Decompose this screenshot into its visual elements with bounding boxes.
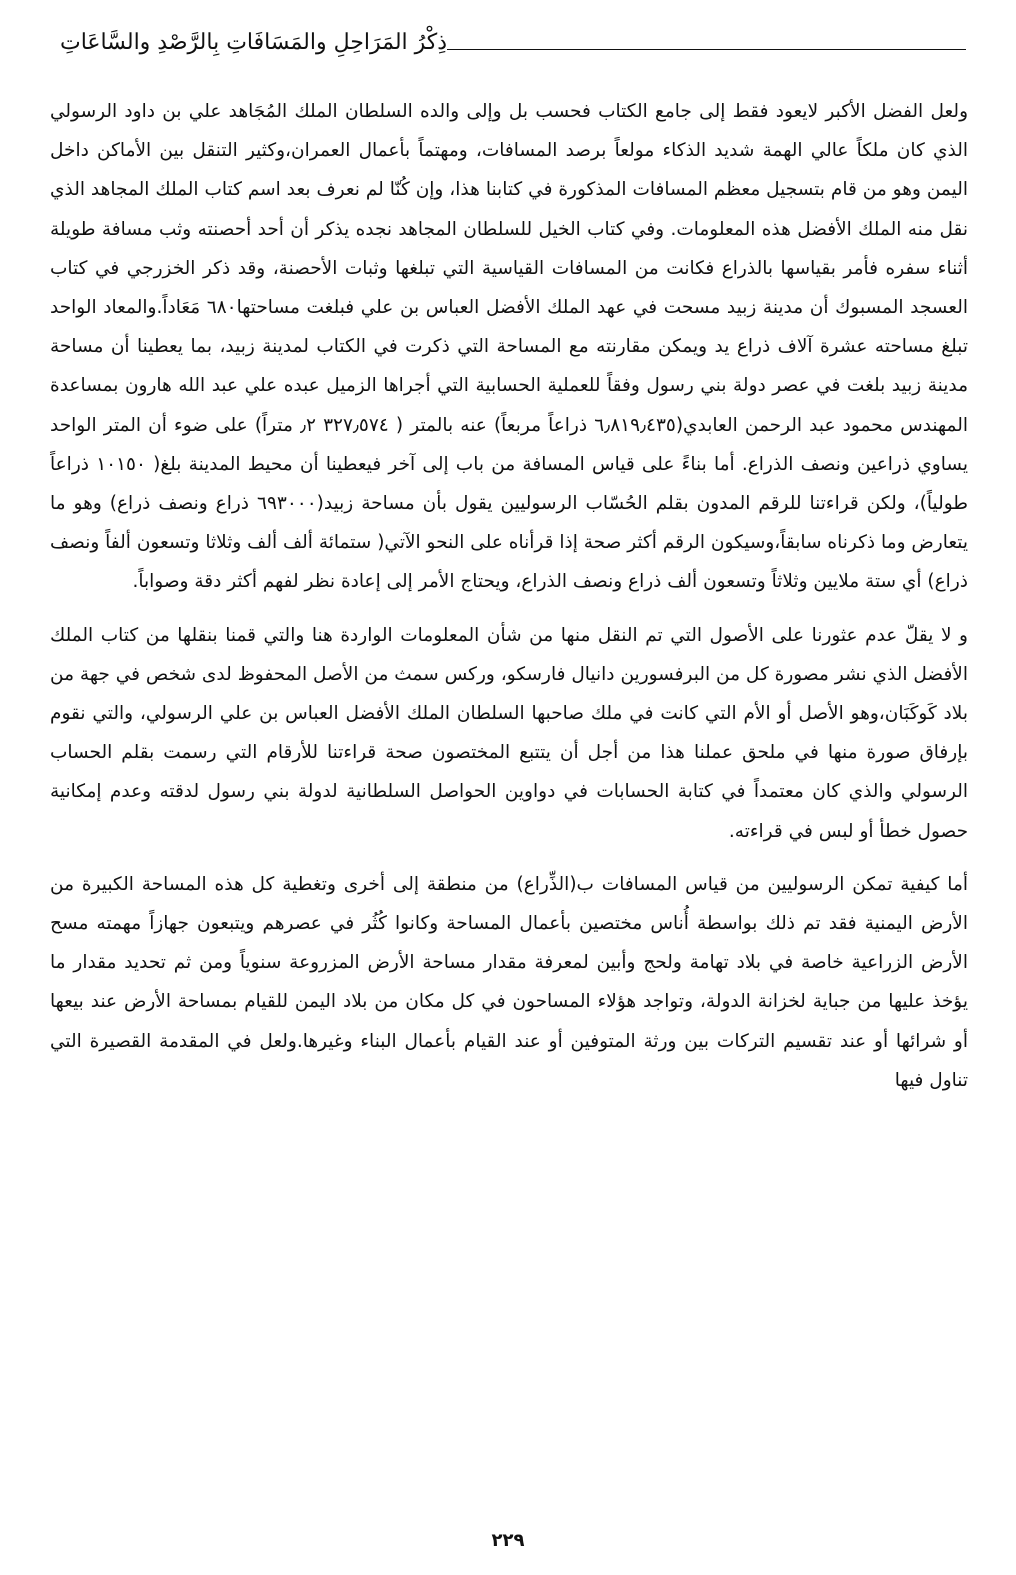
body-text bbox=[50, 92, 968, 1100]
page-number: ٢٢٩ bbox=[491, 1530, 525, 1551]
paragraph-3: أما كيفية تمكن الرسوليين من قياس المسافات ب(الذِّراع) من منطقة إلى أخرى وتغطية كل هذه المساحة الكبيرة من الأرض اليمنية فقد تم ذلك بواسطة أُناس مختصين بأعمال المساحة وكانوا كُثُر في عصرهم ويتبعون جهازاً مهمته مسح الأرض الزراعية خاصة في بلاد تهامة ولحج وأبين لمعرفة مقدار مساحة الأرض المزروعة سنوياً ومن ثم تحديد مقدار ما يؤخذ عليها من جباية لخزانة الدولة، وتواجد هؤلاء المساحون في كل مكان من بلاد اليمن للقيام بمساحة الأرض عند بيعها أو شرائها أو عند تقسيم التركات بين ورثة المتوفين أو عند القيام بأعمال البناء وغيرها.ولعل في المقدمة القصيرة التي تناول فيها bbox=[50, 873, 968, 1091]
running-header bbox=[50, 22, 966, 62]
paragraph-2: و لا يقلّ عدم عثورنا على الأصول التي تم النقل منها من شأن المعلومات الواردة هنا والتي قمنا بنقلها من كتاب الملك الأفضل الذي نشر مصورة كل من البرفسورين دانيال فارسكو، وركس سمث من الأصل المحفوظ لدى شخص في جهة من بلاد كَوكَبَان،وهو الأصل أو الأم التي كانت في ملك صاحبها السلطان الملك الأفضل العباس بن علي الرسولي، والتي نقوم بإرفاق صورة منها في ملحق عملنا هذا من أجل أن يتتبع المختصون صحة قراءتنا للأرقام التي رسمت بقلم الحساب الرسولي والذي كان معتمداً في كتابة الحسابات في دواوين الحواصل السلطانية لدولة بني رسول لدقته وعدم إمكانية حصول خطأ أو لبس في قراءته. bbox=[50, 624, 968, 842]
paragraph-1: ولعل الفضل الأكبر لايعود فقط إلى جامع الكتاب فحسب بل وإلى والده السلطان الملك المُجَاهد علي بن داود الرسولي الذي كان ملكاً عالي الهمة شديد الذكاء مولعاً برصد المسافات، ومهتماً بأعمال العمران،وكثير التنقل بين الأماكن داخل اليمن وهو من قام بتسجيل معظم المسافات المذكورة في كتابنا هذا، وإن كُنّا لم نعرف بعد اسم كتاب الملك المجاهد الذي نقل منه الملك الأفضل هذه المعلومات. وفي كتاب الخيل للسلطان المجاهد نجده يذكر أن أحد أحصنته وثب مسافة طويلة أثناء سفره فأمر بقياسها بالذراع فكانت من المسافات القياسية التي تبلغها وثبات الأحصنة، وقد ذكر الخزرجي في كتاب العسجد المسبوك أن مدينة زبيد مسحت في عهد الملك الأفضل العباس بن علي فبلغت مساحتها٦٨٠ مَعَاداً.والمعاد الواحد تبلغ مساحته عشرة آلاف ذراع يد ويمكن مقارنته مع المساحة التي ذكرت في الكتاب لمدينة زبيد، بما يعطينا أن مساحة مدينة زبيد بلغت في عصر دولة بني رسول وفقاً للعملية الحسابية التي أجراها الزميل عبده علي عبد الله هارون بمساعدة المهندس محمود عبد الرحمن العابدي(٦٫٨١٩٫٤٣٥ ذراعاً مربعاً) عنه بالمتر ( ٣٢٧٫٥٧٤ ٫٢ متراً) على ضوء أن المتر الواحد يساوي ذراعين ونصف الذراع. أما بناءً على قياس المسافة من باب إلى آخر فيعطينا أن محيط المدينة بلغ( ١٠١٥٠ ذراعاً طولياً)، ولكن قراءتنا للرقم المدون بقلم الحُسّاب الرسوليين يقول بأن مساحة زبيد(٦٩٣٠٠٠ ذراع ونصف ذراع) وهو ما يتعارض وما ذكرناه سابقاً،وسيكون الرقم أكثر صحة إذا قرأناه على النحو الآتي( ستمائة ألف ألف وثلاثا وتسعون ألفاً ونصف ذراع) أي ستة ملايين وثلاثاً وتسعون ألف ذراع ونصف الذراع، ويحتاج الأمر إلى إعادة نظر لفهم أكثر دقة وصواباً. bbox=[50, 101, 969, 593]
header-rule bbox=[447, 49, 966, 50]
header-title: ذِكْرُ المَرَاحِلِ والمَسَافَاتِ بِالرَّصْدِ والسَّاعَاتِ bbox=[60, 29, 448, 55]
